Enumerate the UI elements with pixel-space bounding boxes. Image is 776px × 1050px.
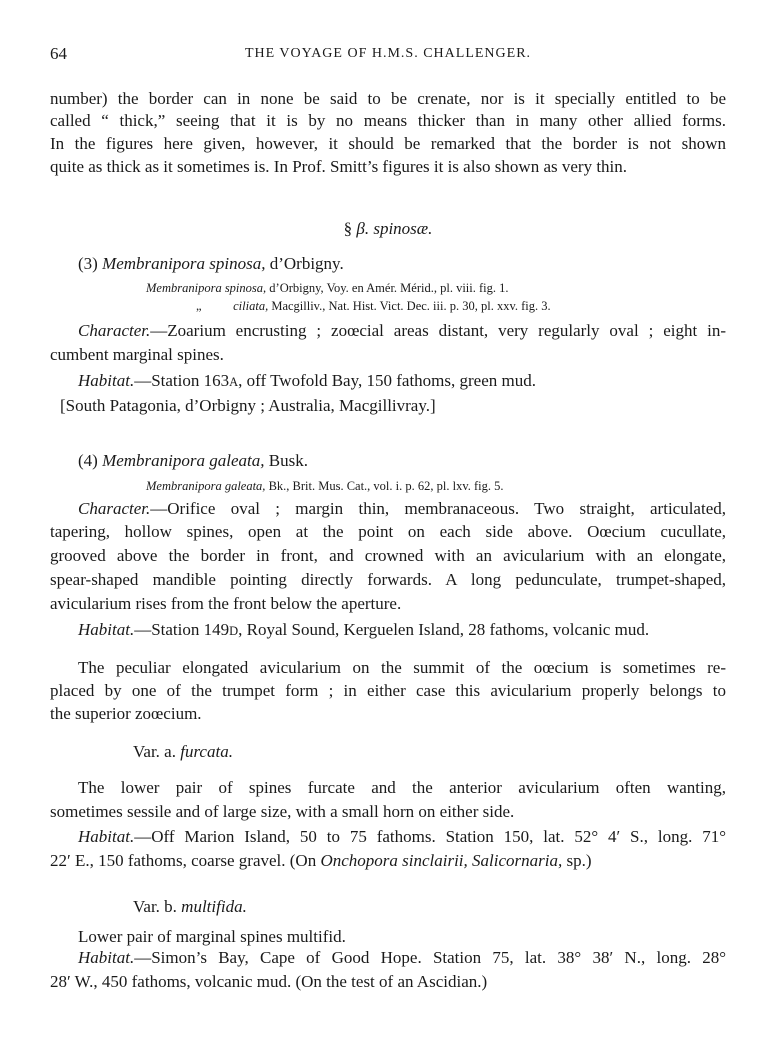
species-3-habitat: [78, 370, 754, 393]
species-3-synonym-1: [146, 280, 776, 296]
species-4-character-line-5: avicularium rises from the front below the aperture.: [50, 594, 402, 613]
species-4-habitat: [78, 619, 754, 642]
species-3-author: d’Orbigny.: [269, 254, 344, 273]
host-names: Onchopora sinclairii, Salicornaria,: [320, 851, 563, 870]
character-text: —Orifice oval ; margin thin, membranaceous. Two straight, articulated,: [150, 499, 726, 518]
character-label: Character.: [78, 499, 151, 518]
variety-a-habitat-line-1: [78, 826, 726, 848]
species-4-author: Busk.: [268, 451, 308, 470]
character-text: —Zoarium encrusting ; zoœcial areas distant, very regularly oval ; eight in-: [150, 321, 726, 340]
synonym-name: Membranipora galeata,: [146, 479, 266, 493]
intro-line-4: quite as thick as it sometimes is. In Prof. Smitt’s figures it is also shown as very thin.: [50, 157, 628, 176]
species-3-name: Membranipora spinosa,: [102, 254, 266, 273]
habitat-text: —Simon’s Bay, Cape of Good Hope. Station 75, lat. 38° 38′ N., long. 28°: [134, 948, 726, 967]
species-4-character-line-2: tapering, hollow spines, open at the point on each side above. Oœcium cucullate,: [50, 522, 726, 541]
species-3-number: (3): [78, 254, 98, 273]
section-mark: §: [343, 219, 353, 238]
character-label: Character.: [78, 321, 151, 340]
variety-b-habitat-line-2: 28′ W., 450 fathoms, volcanic mud. (On the test of an Ascidian.): [50, 972, 488, 991]
habitat-label: Habitat.: [78, 371, 135, 390]
species-4-heading: [78, 450, 754, 472]
variety-b-habitat-line-1: [78, 947, 726, 969]
intro-line-2: called “ thick,” seeing that it is by no means thicker than in many other allied forms.: [50, 111, 726, 130]
habitat-label: Habitat.: [78, 620, 135, 639]
synonym-reference: d’Orbigny, Voy. en Amér. Mérid., pl. viii. fig. 1.: [269, 281, 509, 295]
synonym-name: ciliata,: [233, 299, 269, 313]
habitat-label: Habitat.: [78, 827, 135, 846]
species-3-synonym-2: [196, 298, 776, 314]
variety-name: furcata.: [180, 742, 233, 761]
species-4-note-line-3: the superior zoœcium.: [50, 704, 202, 723]
species-4-note-line-1: The peculiar elongated avicularium on the summit of the oœcium is sometimes re-: [78, 658, 726, 677]
running-title: THE VOYAGE OF H.M.S. CHALLENGER.: [244, 46, 532, 61]
species-3-character-line-1: [78, 320, 726, 342]
habitat-text: sp.): [562, 851, 592, 870]
variety-a-line-1: The lower pair of spines furcate and the anterior avicularium often wanting,: [78, 778, 726, 797]
variety-label: Var. a.: [133, 742, 176, 761]
habitat-text: —Off Marion Island, 50 to 75 fathoms. Station 150, lat. 52° 4′ S., long. 71°: [134, 827, 726, 846]
species-4-number: (4): [78, 451, 98, 470]
intro-line-3: In the figures here given, however, it should be remarked that the border is not shown: [50, 134, 726, 153]
species-3-character-line-2: cumbent marginal spines.: [50, 345, 224, 364]
intro-line-1: number) the border can in none be said to be crenate, nor is it specially entitled to be: [50, 89, 726, 108]
species-4-name: Membranipora galeata,: [102, 451, 265, 470]
station-suffix: D: [229, 624, 239, 638]
variety-a-heading: [133, 741, 776, 763]
habitat-station: —Station 163: [134, 371, 230, 390]
habitat-text: , off Twofold Bay, 150 fathoms, green mud.: [238, 371, 536, 390]
section-greek: β.: [356, 219, 370, 238]
synonym-name: Membranipora spinosa,: [146, 281, 267, 295]
variety-name: multifida.: [181, 897, 247, 916]
habitat-label: Habitat.: [78, 948, 135, 967]
station-suffix: A: [229, 375, 239, 389]
ditto-mark: „: [196, 299, 202, 313]
synonym-reference: Macgilliv., Nat. Hist. Vict. Dec. iii. p. 30, pl. xxv. fig. 3.: [271, 299, 551, 313]
species-3-heading: [78, 253, 754, 275]
species-4-character-line-3: grooved above the border in front, and crowned with an avicularium with an elongate,: [50, 546, 726, 565]
habitat-text: , Royal Sound, Kerguelen Island, 28 fathoms, volcanic mud.: [238, 620, 650, 639]
variety-b-line-1: Lower pair of marginal spines multifid.: [78, 927, 346, 946]
synonym-reference: Bk., Brit. Mus. Cat., vol. i. p. 62, pl. lxv. fig. 5.: [268, 479, 504, 493]
section-heading: [0, 218, 776, 240]
section-name: spinosæ.: [373, 219, 433, 238]
variety-a-line-2: sometimes sessile and of large size, with a small horn on either side.: [50, 802, 515, 821]
species-4-character-line-4: spear-shaped mandible pointing directly forwards. A long pedunculate, trumpet-shaped,: [50, 570, 726, 589]
habitat-station: —Station 149: [134, 620, 230, 639]
variety-label: Var. b.: [133, 897, 177, 916]
species-4-synonym-1: [146, 478, 776, 494]
species-4-character-line-1: [78, 498, 726, 520]
variety-a-habitat-line-2: [50, 850, 726, 872]
page-number: 64: [50, 44, 67, 63]
species-4-note-line-2: placed by one of the trumpet form ; in either case this avicularium properly belongs to: [50, 681, 726, 700]
variety-b-heading: [133, 896, 776, 918]
species-3-distribution: [South Patagonia, d’Orbigny ; Australia, Macgillivray.]: [60, 396, 436, 415]
habitat-text: 22′ E., 150 fathoms, coarse gravel. (On: [50, 851, 321, 870]
